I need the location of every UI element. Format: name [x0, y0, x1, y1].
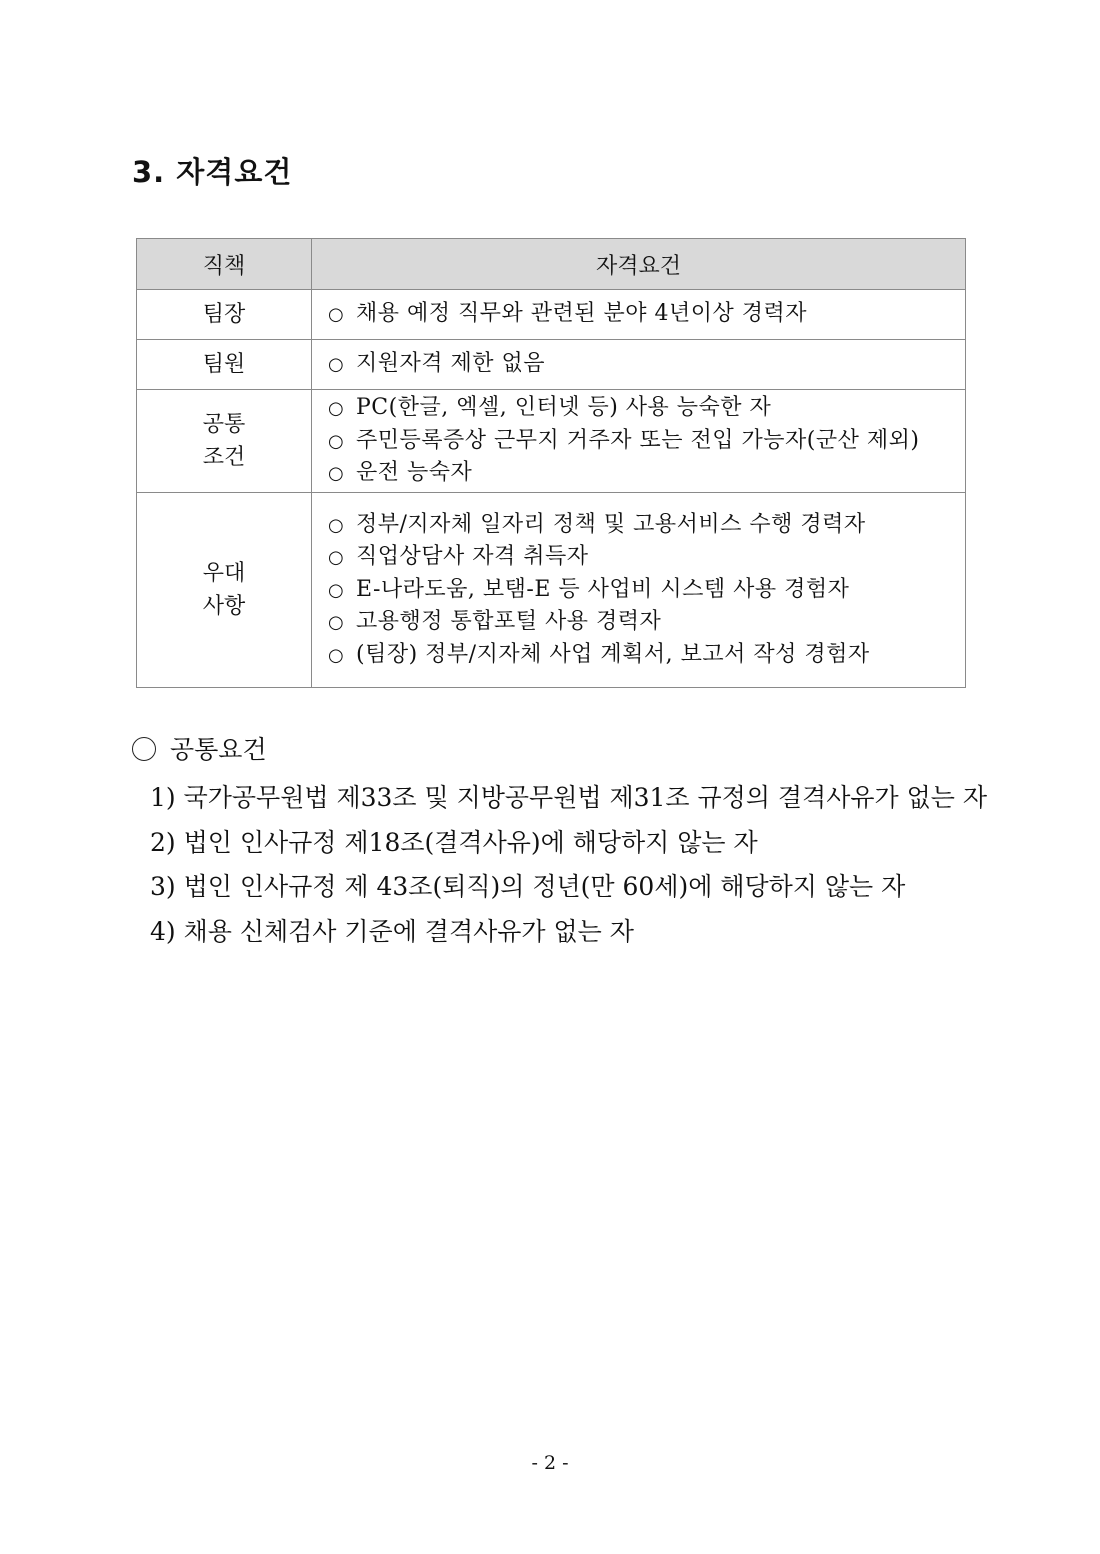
- table-row-preferences: [137, 493, 966, 688]
- requirements-list: [328, 298, 959, 331]
- role-label-line: 우대: [202, 561, 246, 586]
- role-label-line: 사항: [202, 594, 246, 619]
- bullet-circle-icon: ○: [328, 547, 345, 569]
- list-item: [328, 457, 959, 490]
- requirement-text: 지원자격 제한 없음: [356, 351, 546, 377]
- list-item: [328, 574, 959, 607]
- list-item: [328, 392, 959, 425]
- requirement-text: (팀장) 정부/지자체 사업 계획서, 보고서 작성 경험자: [356, 641, 870, 667]
- requirements-cell: [312, 493, 966, 688]
- requirement-text: 정부/지자체 일자리 정책 및 고용서비스 수행 경력자: [356, 511, 866, 537]
- requirements-list: [328, 509, 959, 672]
- page-number: - 2 -: [531, 1452, 569, 1474]
- requirements-cell: [312, 290, 966, 340]
- role-label-line: 공통: [202, 412, 246, 437]
- requirement-text: 주민등록증상 근무지 거주자 또는 전입 가능자(군산 제외): [356, 427, 920, 453]
- list-item: [328, 606, 959, 639]
- role-label: 팀장: [202, 302, 246, 327]
- bullet-circle-icon: ○: [328, 398, 345, 420]
- requirements-table: [136, 238, 966, 688]
- list-item: 1) 국가공무원법 제33조 및 지방공무원법 제31조 규정의 결격사유가 없는 자: [150, 783, 988, 812]
- requirement-text: 운전 능숙자: [356, 460, 473, 486]
- requirement-text: 고용행정 통합포털 사용 경력자: [356, 609, 662, 635]
- requirement-text: PC(한글, 엑셀, 인터넷 등) 사용 능숙한 자: [356, 395, 772, 421]
- requirement-text: 직업상담사 자격 취득자: [356, 544, 589, 570]
- header-role: 직책: [137, 239, 312, 290]
- section-heading: 3. 자격요건: [132, 155, 293, 189]
- requirements-cell: [312, 340, 966, 390]
- role-label: 팀원: [202, 352, 246, 377]
- list-item: 3) 법인 인사규정 제 43조(퇴직)의 정년(만 60세)에 해당하지 않는 자: [150, 872, 906, 901]
- role-cell: [137, 340, 312, 390]
- list-item: [328, 425, 959, 458]
- bullet-circle-icon: ○: [328, 612, 345, 634]
- hollow-circle-icon: [132, 737, 156, 761]
- list-item: [328, 509, 959, 542]
- table-row-team-member: [137, 340, 966, 390]
- table-row-common-conditions: [137, 390, 966, 493]
- bullet-circle-icon: ○: [328, 304, 345, 326]
- requirements-list: [328, 348, 959, 381]
- requirements-cell: [312, 390, 966, 493]
- common-requirements-list: [132, 776, 987, 954]
- bullet-circle-icon: ○: [328, 514, 345, 536]
- common-requirements: [132, 730, 987, 954]
- requirements-list: [328, 392, 959, 490]
- requirement-text: E-나라도움, 보탬-E 등 사업비 시스템 사용 경험자: [356, 576, 850, 602]
- header-requirements: 자격요건: [312, 239, 966, 290]
- list-item: [328, 541, 959, 574]
- list-item: [328, 639, 959, 672]
- requirement-text: 채용 예정 직무와 관련된 분야 4년이상 경력자: [356, 301, 807, 327]
- role-cell: [137, 290, 312, 340]
- bullet-circle-icon: ○: [328, 354, 345, 376]
- common-requirements-title: [132, 730, 987, 770]
- list-item: [328, 298, 959, 331]
- list-item: [328, 348, 959, 381]
- bullet-circle-icon: ○: [328, 644, 345, 666]
- list-item: 4) 채용 신체검사 기준에 결격사유가 없는 자: [150, 916, 634, 946]
- role-cell: [137, 390, 312, 493]
- bullet-circle-icon: ○: [328, 463, 345, 485]
- bullet-circle-icon: ○: [328, 430, 345, 452]
- list-item: 2) 법인 인사규정 제18조(결격사유)에 해당하지 않는 자: [150, 827, 758, 857]
- bullet-circle-icon: ○: [328, 579, 345, 601]
- table-header-row: [137, 239, 966, 290]
- common-title-text: 공통요건: [170, 735, 267, 764]
- role-cell: [137, 493, 312, 688]
- role-label-line: 조건: [202, 445, 246, 470]
- table-row-team-leader: [137, 290, 966, 340]
